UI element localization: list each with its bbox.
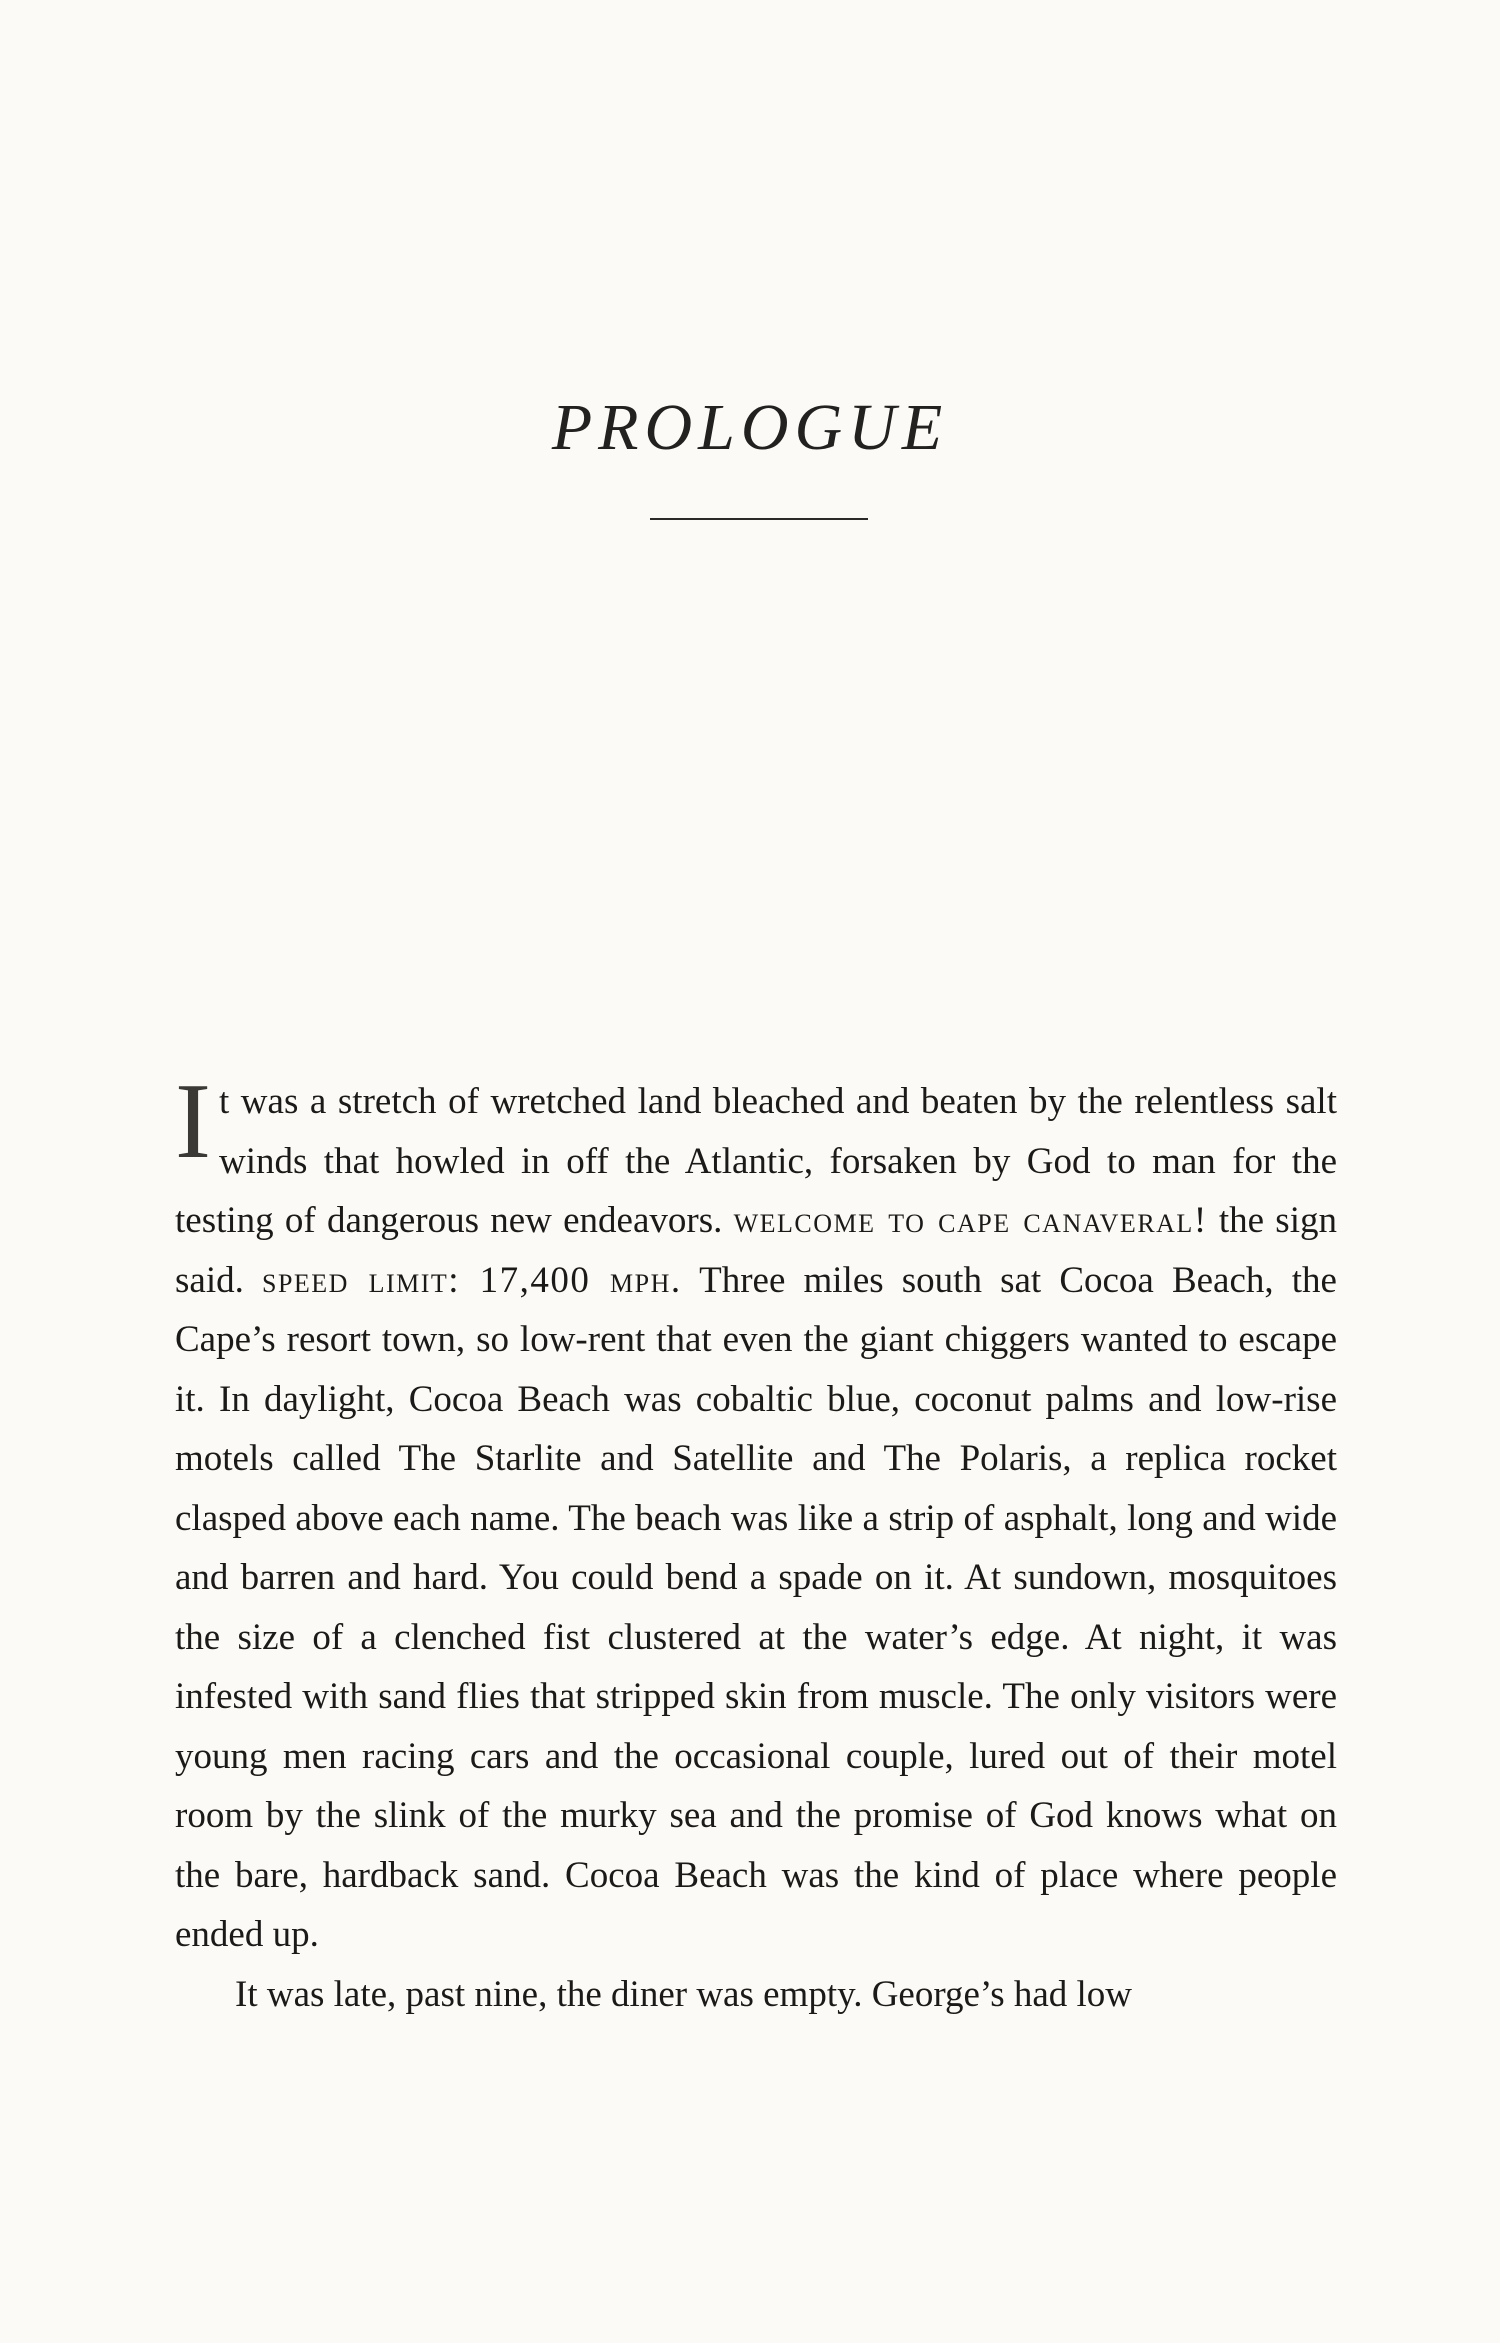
paragraph-2: It was late, past nine, the diner was empty. George’s had low	[235, 1973, 1133, 2015]
paragraph-1	[175, 1062, 1337, 1965]
chapter-title: PROLOGUE	[551, 391, 949, 464]
speed-limit-value: 17,400 mph.	[460, 1259, 682, 1301]
sign-welcome: welcome to cape canaveral!	[733, 1200, 1208, 1241]
paragraph-1-text-before: t was a stretch of wretched land bleached and beaten by the relentless salt winds that howled in off the Atlantic, forsaken by God to man for the testing of dangerous new endeavors.	[175, 1081, 1337, 1241]
title-divider	[650, 518, 868, 520]
body-text	[175, 1062, 1337, 2024]
paragraph-1-sign-said: the sign said.	[175, 1200, 1337, 1301]
drop-cap: I	[175, 1062, 211, 1181]
paragraph-1-text-after: Three miles south sat Cocoa Beach, the Cape’s resort town, so low-rent that even the giant chiggers wanted to escape it. In daylight, Cocoa Beach was cobaltic blue, coconut palms and low-rise motels called The Starlite and Satellite and The Polaris, a replica rocket clasped above each name. The beach was like a strip of asphalt, long and wide and barren and hard. You could bend a spade on it. At sundown, mosquitoes the size of a clenched fist clustered at the water’s edge. At night, it was infested with sand flies that stripped skin from muscle. The only visitors were young men racing cars and the occasional couple, lured out of their motel room by the slink of the murky sea and the promise of God knows what on the bare, hardback sand. Cocoa Beach was the kind of place where people ended up.	[175, 1259, 1337, 1955]
speed-limit-label: speed limit:	[261, 1259, 461, 1301]
